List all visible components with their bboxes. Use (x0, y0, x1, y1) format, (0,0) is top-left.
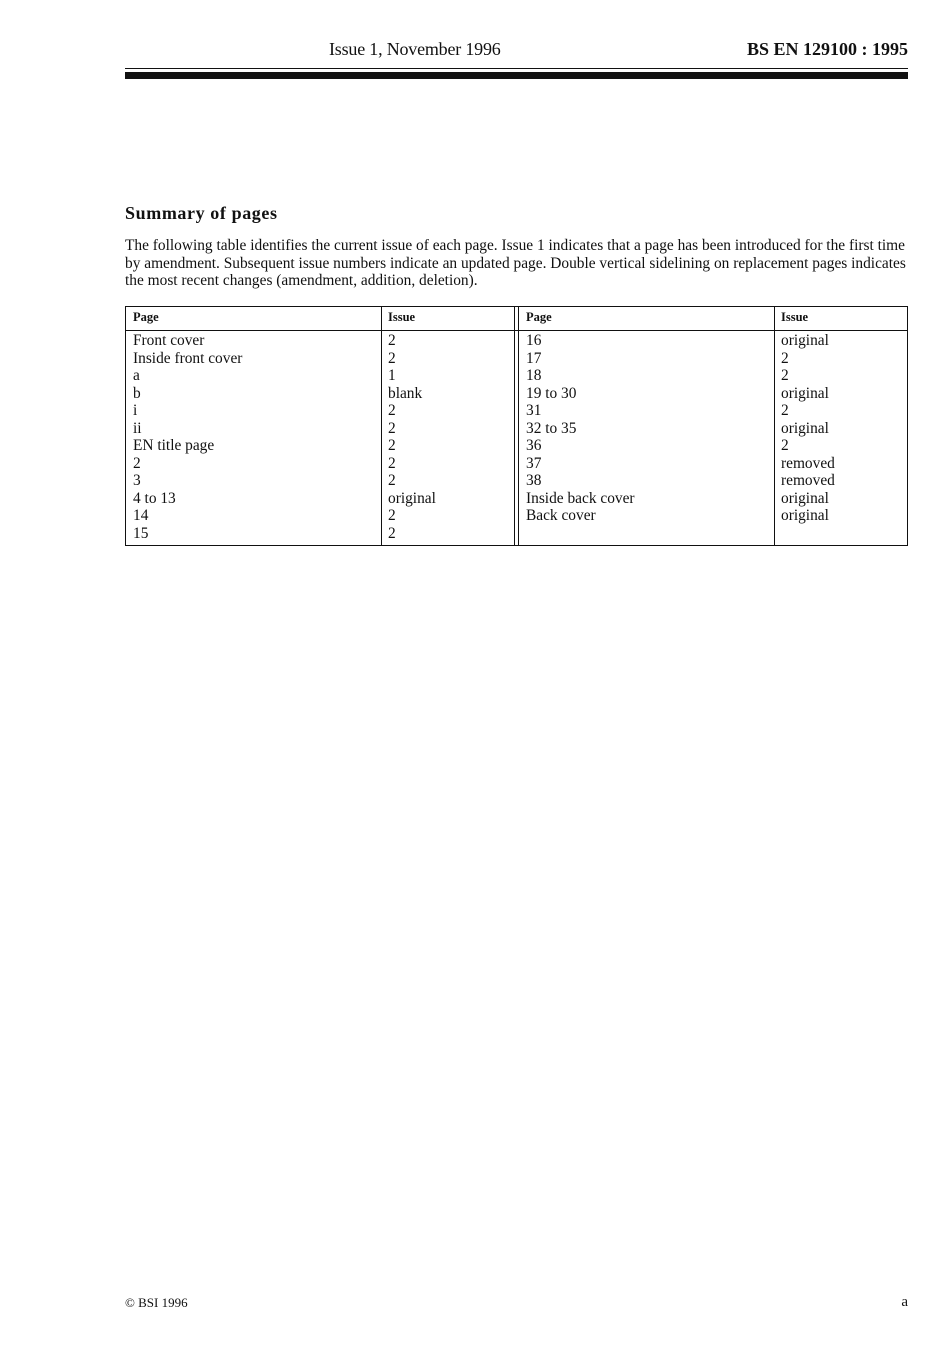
table-cell: blank (388, 384, 423, 402)
footer-copyright: © BSI 1996 (125, 1295, 188, 1310)
table-cell: 19 to 30 (526, 384, 577, 402)
table-cell: 2 (781, 437, 789, 454)
table-cell: 17 (526, 349, 542, 367)
table-cell: 2 (781, 367, 789, 384)
column-right-issues (781, 332, 835, 525)
table-cell: 2 (388, 437, 396, 454)
table-cell: 37 (526, 454, 542, 472)
table-cell: Back cover (526, 507, 596, 524)
table-cell: 31 (526, 402, 542, 419)
table-cell: 2 (781, 349, 789, 367)
table-cell: 2 (388, 402, 396, 419)
table-cell: removed (781, 472, 835, 489)
table-cell: 2 (388, 419, 396, 437)
header-rule-thin (125, 68, 908, 69)
table-cell: 1 (388, 367, 396, 384)
header-issue-left: Issue (388, 310, 416, 324)
header-page-left: Page (133, 310, 159, 324)
table-cell: 2 (133, 454, 141, 472)
table-cell: 36 (526, 437, 542, 454)
table-cell: original (781, 489, 829, 507)
table-cell: original (781, 419, 829, 437)
double-divider-right (518, 307, 519, 545)
table-cell: original (388, 489, 436, 507)
column-divider (381, 307, 382, 545)
table-cell: 3 (133, 472, 141, 489)
table-cell: 2 (388, 454, 396, 472)
header-standard-number: BS EN 129100 : 1995 (746, 39, 908, 59)
table-cell: 2 (388, 332, 396, 349)
table-cell: i (133, 402, 138, 419)
table-cell: 2 (388, 507, 396, 524)
table-cell: 2 (388, 349, 396, 367)
header-rule-thick (125, 72, 908, 79)
table-cell: a (133, 367, 140, 384)
column-left-issues (388, 332, 436, 542)
table-cell: 38 (526, 472, 542, 489)
column-divider (774, 307, 775, 545)
table-cell: removed (781, 454, 835, 472)
table-cell: Front cover (133, 332, 205, 349)
column-left-pages (133, 332, 242, 542)
summary-table (125, 306, 908, 546)
column-right-pages (526, 332, 635, 525)
table-cell: original (781, 332, 829, 349)
table-cell: 4 to 13 (133, 489, 176, 507)
table-cell: b (133, 384, 141, 402)
table-cell: 18 (526, 367, 542, 384)
footer-page-number: a (901, 1294, 908, 1310)
double-divider-left (514, 307, 515, 545)
table-cell: 16 (526, 332, 542, 349)
table-cell: original (781, 507, 829, 524)
table-cell: 15 (133, 524, 149, 542)
table-cell: 2 (781, 402, 789, 419)
section-title: Summary of pages (125, 203, 278, 223)
table-cell: Inside front cover (133, 349, 243, 367)
table-cell: 32 to 35 (526, 419, 577, 437)
table-cell: 2 (388, 472, 396, 489)
table-cell: 14 (133, 507, 149, 524)
table-cell: 2 (388, 524, 396, 542)
table-cell: original (781, 384, 829, 402)
header-issue: Issue 1, November 1996 (329, 39, 501, 59)
header-page-right: Page (526, 310, 552, 324)
header-issue-right: Issue (781, 310, 809, 324)
table-cell: ii (133, 419, 142, 437)
intro-paragraph: The following table identifies the current issue of each page. Issue 1 indicates that a page has been introduced for the first time by amendment. Subsequent issue numbers indicate an updated page. Double vertical sidelining on replacement pages indicates the most recent changes (amendment, addition, deletion). (125, 237, 906, 289)
table-cell: EN title page (133, 437, 215, 454)
table-cell: Inside back cover (526, 489, 635, 507)
